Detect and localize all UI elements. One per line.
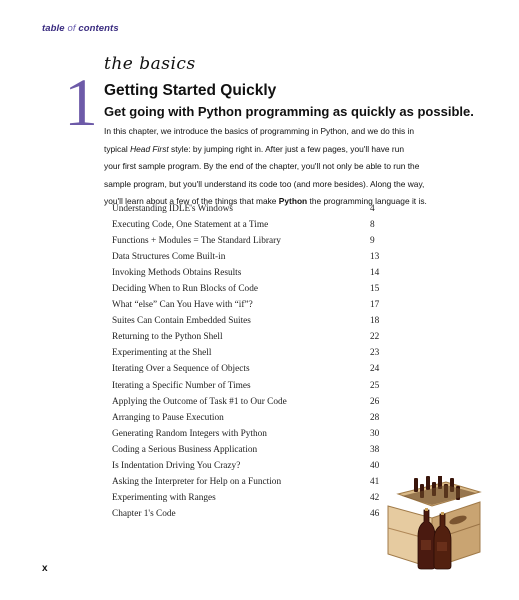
page-folio: x — [42, 563, 48, 574]
toc-entry-page: 15 — [370, 284, 380, 295]
toc-entry[interactable] — [112, 236, 382, 252]
toc-entry-title: Generating Random Integers with Python — [112, 428, 267, 439]
toc-entry-page: 22 — [370, 332, 380, 343]
toc-entry-title: Experimenting at the Shell — [112, 348, 212, 359]
toc-entry[interactable] — [112, 429, 382, 445]
toc-entry[interactable] — [112, 316, 382, 332]
running-head — [42, 23, 119, 34]
toc-entry-page: 14 — [370, 268, 380, 279]
toc-entry-page: 13 — [370, 252, 380, 263]
toc-entry[interactable] — [112, 284, 382, 300]
toc-entry-title: Arranging to Pause Execution — [112, 412, 224, 423]
toc-entry-title: What “else” Can You Have with “if”? — [112, 300, 253, 311]
running-head-table: table — [42, 23, 65, 34]
toc-entry[interactable] — [112, 348, 382, 364]
toc-entry-title: Iterating a Specific Number of Times — [112, 380, 251, 391]
toc-entry-title: Experimenting with Ranges — [112, 492, 216, 503]
toc-entry-title: Invoking Methods Obtains Results — [112, 268, 242, 279]
beer-crate-illustration — [384, 476, 484, 570]
intro-text: style: by jumping right in. After just a few pages, you'll have run — [168, 143, 405, 154]
toc-entry-title: Suites Can Contain Embedded Suites — [112, 316, 251, 327]
intro-emphasis: Head First — [130, 143, 169, 154]
intro-text: typical — [104, 143, 131, 154]
chapter-title: Getting Started Quickly — [104, 82, 277, 99]
toc-entry-page: 25 — [370, 380, 380, 391]
toc-entry[interactable] — [112, 252, 382, 268]
chapter-subtitle: Get going with Python programming as quickly as possible. — [104, 104, 474, 119]
toc-entry-page: 18 — [370, 316, 380, 327]
toc-entry[interactable] — [112, 445, 382, 461]
intro-strong: Python — [278, 196, 308, 207]
toc-entry[interactable] — [112, 300, 382, 316]
intro-line: In this chapter, we introduce the basics of programming in Python, and we do this in — [104, 126, 415, 136]
intro-line: sample program, but you'll understand its code too (and more besides). Along the way, — [104, 178, 425, 189]
toc-entry[interactable] — [112, 509, 382, 525]
toc-entry[interactable] — [112, 332, 382, 348]
toc-entry-title: Understanding IDLE's Windows — [112, 204, 233, 214]
toc-entry-page: 26 — [370, 396, 380, 407]
intro-text: the programming language it is. — [307, 196, 427, 207]
toc-entry[interactable] — [112, 397, 382, 413]
toc-entry-page: 4 — [370, 204, 375, 214]
toc-entry-title: Applying the Outcome of Task #1 to Our Code — [112, 396, 287, 407]
intro-line: your first sample program. By the end of the chapter, you'll not only be able to run the — [104, 161, 420, 172]
intro-line — [104, 141, 444, 159]
toc-entry-title: Iterating Over a Sequence of Objects — [112, 364, 250, 375]
toc-entry-page: 17 — [370, 300, 380, 311]
toc-entry-page: 9 — [370, 236, 375, 247]
toc-entry[interactable] — [112, 477, 382, 493]
chapter-number: 1 — [64, 64, 98, 140]
section-name: the basics — [104, 54, 196, 74]
running-head-contents: contents — [78, 23, 119, 34]
toc-entry-page: 23 — [370, 348, 380, 359]
running-head-of: of — [67, 23, 76, 34]
toc-entry-page: 28 — [370, 412, 380, 423]
toc-entry-title: Returning to the Python Shell — [112, 332, 223, 343]
toc-entry-page: 40 — [370, 460, 380, 471]
toc-entry[interactable] — [112, 204, 382, 220]
toc-entry-page: 41 — [370, 476, 380, 487]
toc-entry-page: 42 — [370, 492, 380, 503]
toc-entry-title: Functions + Modules = The Standard Library — [112, 236, 281, 247]
beer-crate-icon — [384, 476, 484, 570]
toc-entry-title: Coding a Serious Business Application — [112, 444, 258, 455]
toc-entry-title: Deciding When to Run Blocks of Code — [112, 284, 258, 295]
toc-entry[interactable] — [112, 220, 382, 236]
toc-entry-page: 38 — [370, 444, 380, 455]
toc-entry[interactable] — [112, 381, 382, 397]
toc-entry-title: Executing Code, One Statement at a Time — [112, 220, 269, 231]
toc-entry-page: 46 — [370, 508, 380, 519]
toc-list — [112, 204, 382, 525]
toc-entry[interactable] — [112, 493, 382, 509]
toc-entry-title: Data Structures Come Built-in — [112, 252, 226, 263]
toc-entry-page: 24 — [370, 364, 380, 375]
toc-entry[interactable] — [112, 413, 382, 429]
toc-entry-page: 8 — [370, 220, 375, 231]
toc-entry-page: 30 — [370, 428, 380, 439]
toc-entry[interactable] — [112, 461, 382, 477]
toc-entry-title: Chapter 1's Code — [112, 508, 176, 519]
toc-entry[interactable] — [112, 364, 382, 380]
toc-entry-title: Is Indentation Driving You Crazy? — [112, 460, 241, 471]
toc-entry-title: Asking the Interpreter for Help on a Function — [112, 476, 282, 487]
toc-entry[interactable] — [112, 268, 382, 284]
intro-text: you'll learn about a few of the things that make — [104, 196, 279, 207]
chapter-intro — [104, 123, 444, 211]
